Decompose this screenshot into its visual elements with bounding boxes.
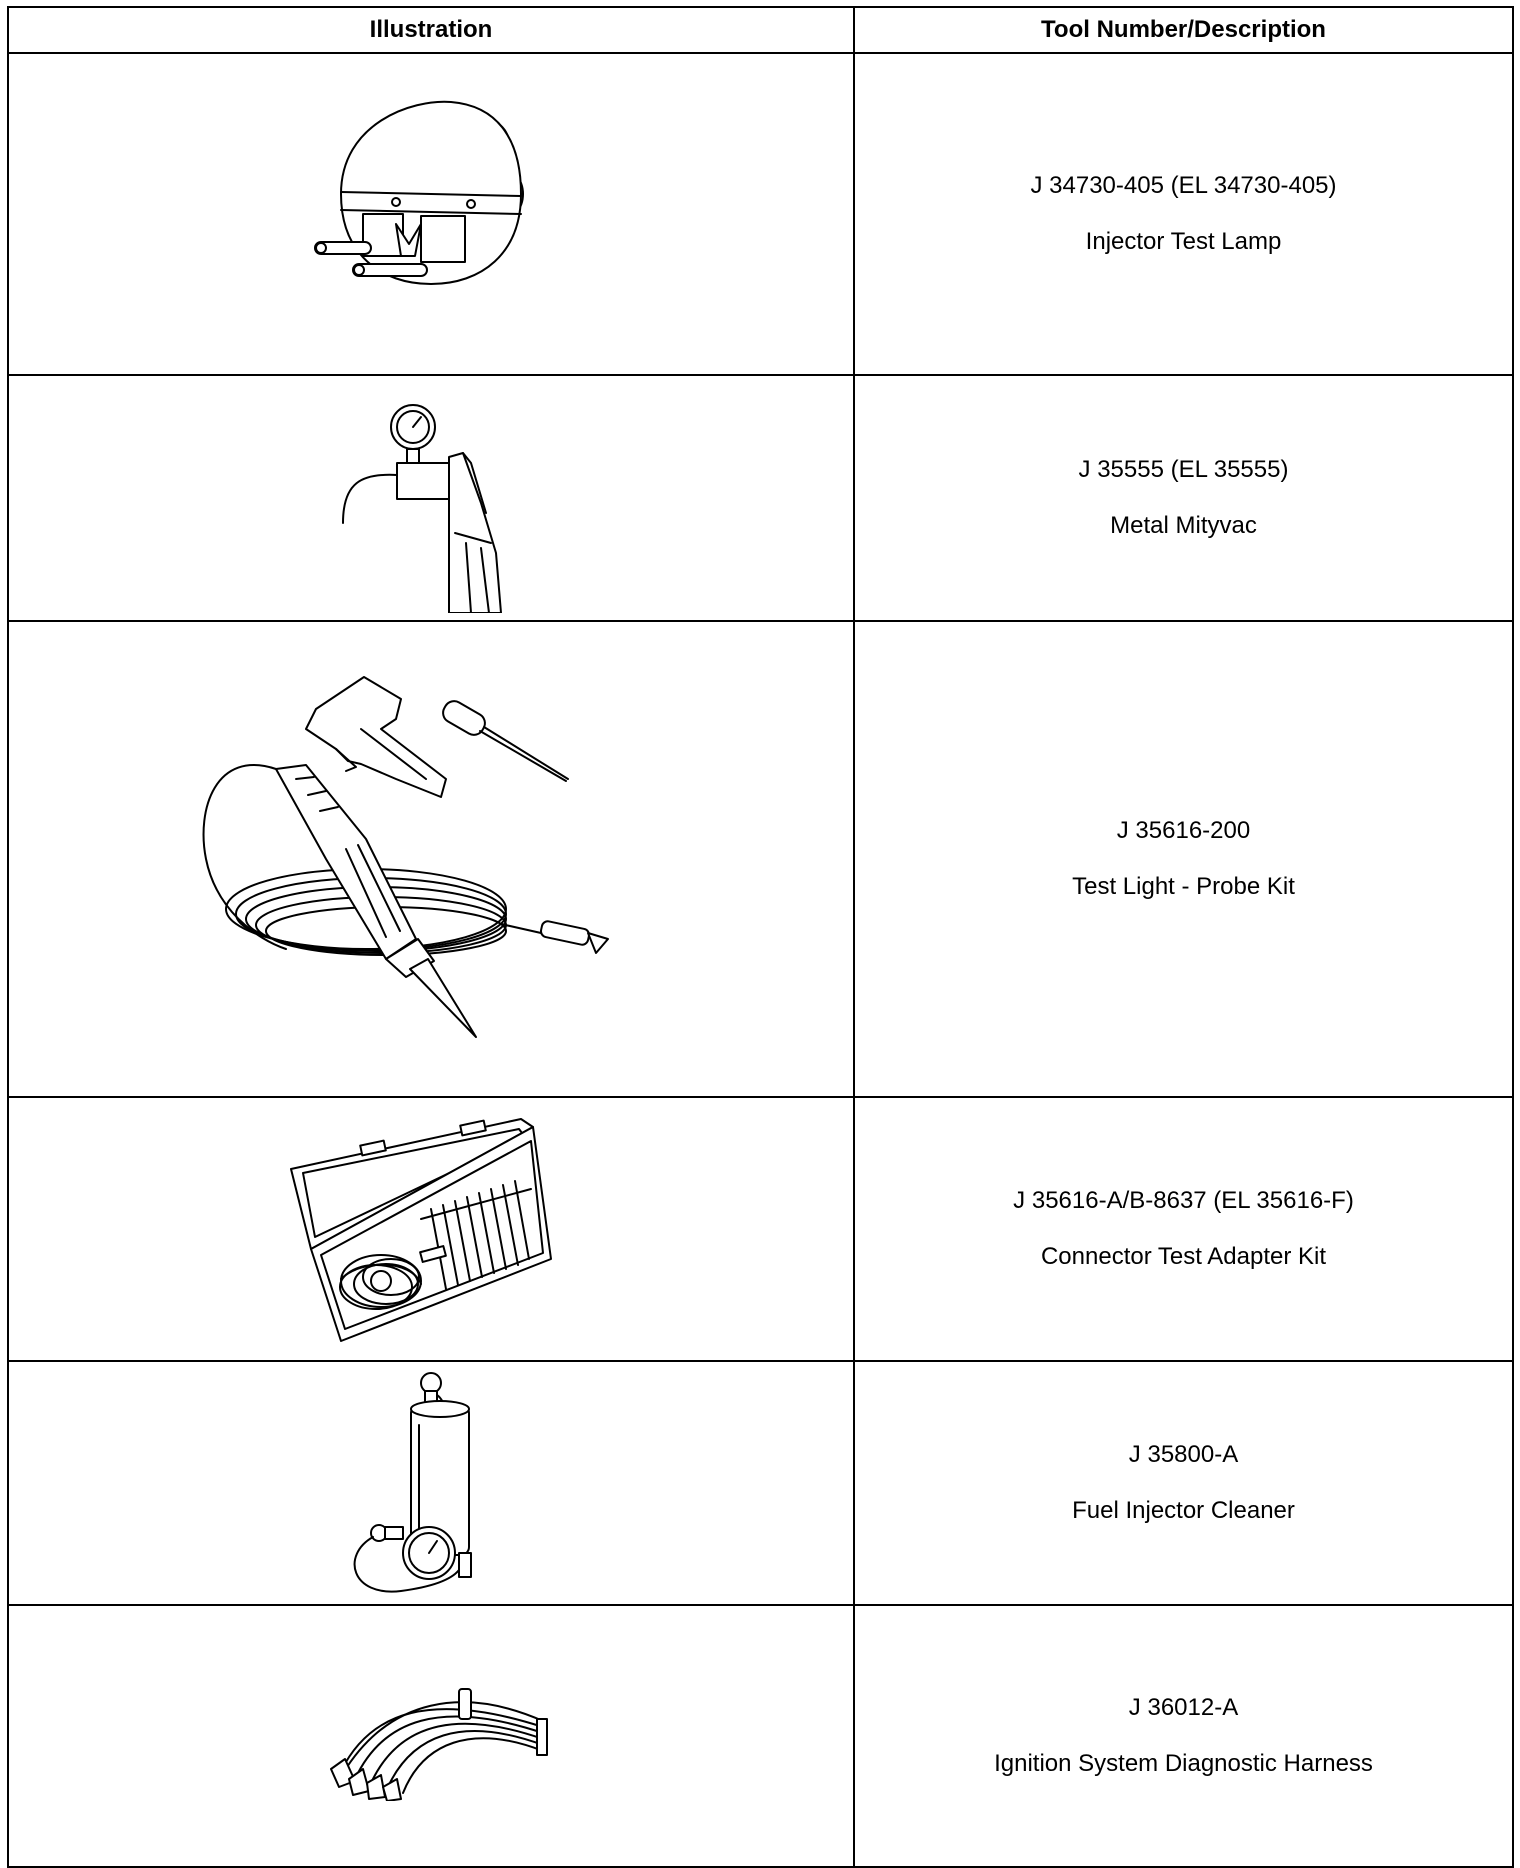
tool-description-cell <box>854 1361 1513 1605</box>
tool-number: J 35616-200 <box>1116 817 1251 844</box>
illustration-cell <box>8 53 854 375</box>
tool-description-cell <box>854 1605 1513 1867</box>
table-row <box>8 53 1513 375</box>
illustration-cell <box>8 375 854 621</box>
test-light-probe-kit-icon <box>196 669 666 1049</box>
tool-description: Metal Mityvac <box>1110 512 1257 539</box>
header-illustration: Illustration <box>8 7 854 53</box>
tool-description: Connector Test Adapter Kit <box>1040 1243 1327 1270</box>
table-row <box>8 1605 1513 1867</box>
header-tool-description: Tool Number/Description <box>854 7 1513 53</box>
table-row <box>8 375 1513 621</box>
ignition-harness-icon <box>311 1671 551 1801</box>
tool-number: J 35800-A <box>1128 1441 1239 1468</box>
tool-number: J 36012-A <box>1128 1694 1239 1721</box>
tool-description: Injector Test Lamp <box>1085 228 1282 255</box>
connector-test-adapter-kit-icon <box>281 1109 581 1349</box>
tool-description: Test Light - Probe Kit <box>1072 873 1295 900</box>
metal-mityvac-icon <box>321 383 541 613</box>
tool-description-cell <box>854 621 1513 1097</box>
fuel-injector-cleaner-icon <box>341 1365 521 1601</box>
tools-table <box>7 6 1514 1868</box>
injector-test-lamp-icon <box>301 84 561 344</box>
table-header-row <box>8 7 1513 53</box>
table-row <box>8 1097 1513 1361</box>
tool-description: Fuel Injector Cleaner <box>1072 1497 1295 1524</box>
table-row <box>8 1361 1513 1605</box>
tool-number: J 34730-405 (EL 34730-405) <box>1030 172 1337 199</box>
tool-number: J 35555 (EL 35555) <box>1078 456 1289 483</box>
tool-description-cell <box>854 375 1513 621</box>
illustration-cell <box>8 1605 854 1867</box>
illustration-cell <box>8 1361 854 1605</box>
illustration-cell <box>8 621 854 1097</box>
tool-description-cell <box>854 1097 1513 1361</box>
tool-description-cell <box>854 53 1513 375</box>
illustration-cell <box>8 1097 854 1361</box>
tool-number: J 35616-A/B-8637 (EL 35616-F) <box>1013 1187 1354 1214</box>
table-row <box>8 621 1513 1097</box>
tool-description: Ignition System Diagnostic Harness <box>994 1750 1373 1777</box>
